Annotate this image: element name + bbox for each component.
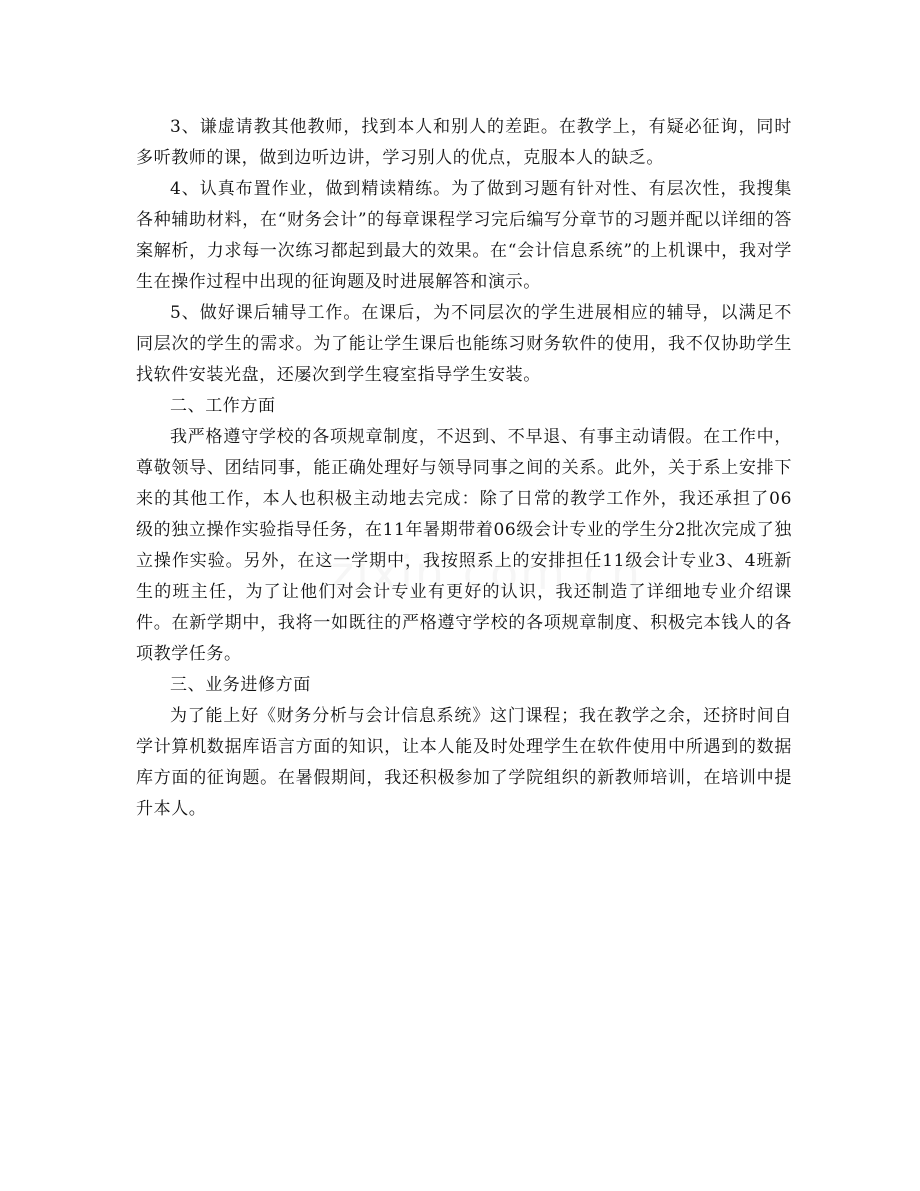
paragraph-item-3: 3、谦虚请教其他教师，找到本人和别人的差距。在教学上，有疑必征询，同时多听教师的课，做到边听边讲，学习别人的优点，克服本人的缺乏。: [136, 117, 792, 168]
section-heading-work: 二、工作方面: [170, 396, 276, 416]
paragraph-item-4: 4、认真布置作业，做到精读精练。为了做到习题有针对性、有层次性，我搜集各种辅助材料，在“财务会计”的每章课程学习完后编写分章节的习题并配以详细的答案解析，力求每一次练习都起到最大的效果。在“会计信息系统”的上机课中，我对学生在操作过程中出现的征询题及时进展解答和演示。: [136, 179, 792, 292]
section-heading-study: 三、业务进修方面: [170, 675, 311, 695]
paragraph-item-5: 5、做好课后辅导工作。在课后，为不同层次的学生进展相应的辅导，以满足不同层次的学生的需求。为了能让学生课后也能练习财务软件的使用，我不仅协助学生找软件安装光盘，还屡次到学生寝室指导学生安装。: [136, 303, 792, 385]
section-body-work: 我严格遵守学校的各项规章制度，不迟到、不早退、有事主动请假。在工作中，尊敬领导、团结同事，能正确处理好与领导同事之间的关系。此外，关于系上安排下来的其他工作，本人也积极主动地去完成：除了日常的教学工作外，我还承担了06级的独立操作实验指导任务，在11年暑期带着06级会计专业的学生分2批次完成了独立操作实验。另外，在这一学期中，我按照系上的安排担任11级会计专业3、4班新生的班主任，为了让他们对会计专业有更好的认识，我还制造了详细地专业介绍课件。在新学期中，我将一如既往的严格遵守学校的各项规章制度、积极完本钱人的各项教学任务。: [136, 427, 792, 664]
document-body: [136, 112, 792, 825]
section-body-study: 为了能上好《财务分析与会计信息系统》这门课程；我在教学之余，还挤时间自学计算机数据库语言方面的知识，让本人能及时处理学生在软件使用中所遇到的数据库方面的征询题。在暑假期间，我还积极参加了学院组织的新教师培训，在培训中提升本人。: [136, 706, 792, 819]
